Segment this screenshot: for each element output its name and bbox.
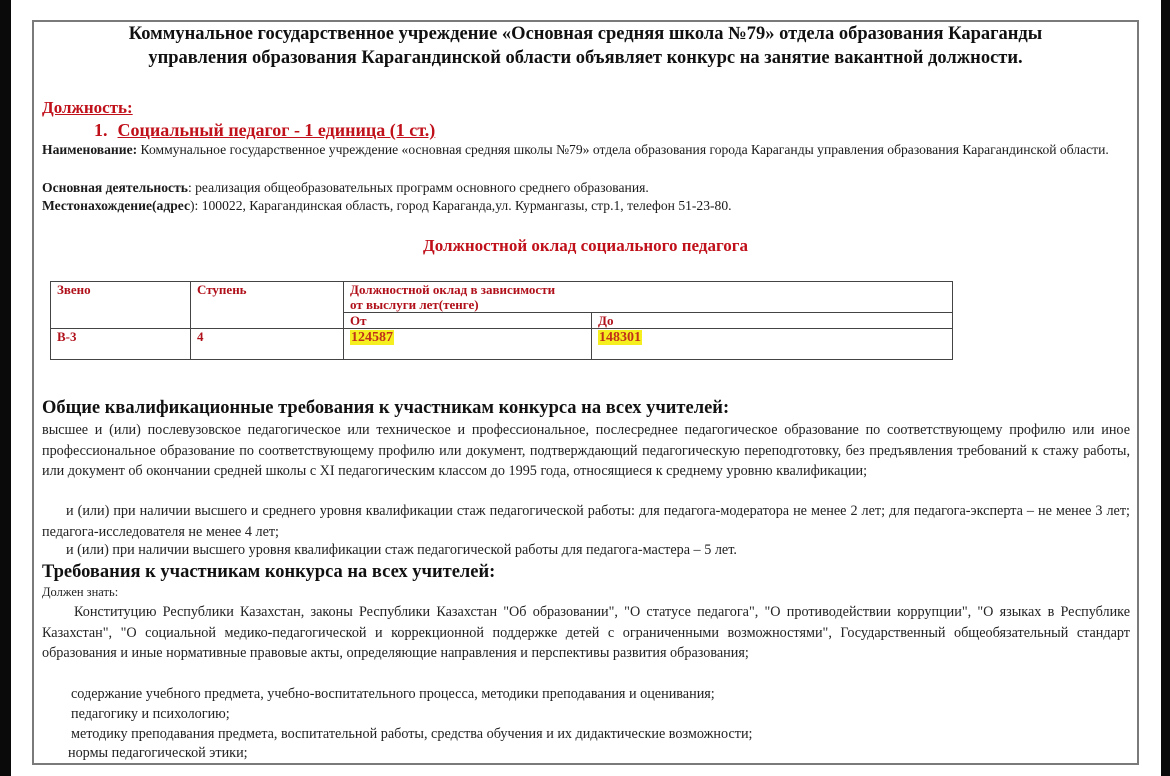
header-salary-line1: Должностной оклад в зависимости [350, 282, 556, 297]
position-item-number: 1. [94, 120, 108, 140]
document-title-line1: Коммунальное государственное учреждение «Основная средняя школа №79» отдела образования Караганды [128, 24, 1043, 44]
info-name [42, 141, 1132, 158]
left-edge [0, 0, 11, 776]
participant-requirements-heading: Требования к участникам конкурса на всех учителей: [42, 562, 496, 582]
info-activity-label: Основная деятельность [42, 180, 188, 195]
cell-to-value: 148301 [599, 330, 641, 345]
general-requirements-para1: высшее и (или) послевузовское педагогическое или техническое и профессиональное, послесреднее педагогическое образование по соответствующему профилю или иное профессиональное образование по соответствующему профилю или документ, подтверждающий педагогическую переподготовку, без предъявления требований к стажу работы, или документ об окончании средней школы с XI педагогическим классом до 1995 года, относящиеся к среднему уровню квалификации; [42, 422, 1130, 479]
must-know-label: Должен знать: [42, 585, 119, 599]
header-from: От [344, 313, 592, 329]
salary-title: Должностной оклад социального педагога [423, 236, 748, 255]
general-requirements-para2: и (или) при наличии высшего и среднего уровня квалификации стаж педагогической работы: для педагога-модератора не менее 2 лет; для педагога-эксперта – не менее 3 лет; педагога-исследователя не менее 4 лет; [42, 503, 1130, 540]
document-frame [32, 20, 1139, 765]
header-to: До [592, 313, 953, 329]
info-name-value: Коммунальное государственное учреждение «основная средняя школы №79» отдела образования города Караганды управления образования Карагандинской области. [137, 142, 1109, 157]
salary-table-header-row [51, 282, 953, 313]
cell-link: В-3 [51, 329, 191, 360]
list-item: методику преподавания предмета, воспитательной работы, средства обучения и их дидактические возможности; [71, 726, 753, 742]
right-edge [1161, 0, 1170, 776]
cell-step: 4 [191, 329, 344, 360]
list-item: содержание учебного предмета, учебно-воспитательного процесса, методики преподавания и оценивания; [71, 686, 715, 702]
header-salary-line2: от выслуги лет(тенге) [350, 297, 479, 312]
document-title-line2: управления образования Карагандинской области объявляет конкурс на занятие вакантной должности. [148, 48, 1023, 68]
header-link: Звено [51, 282, 191, 329]
position-item [94, 120, 435, 141]
info-name-label: Наименование: [42, 142, 138, 157]
header-step: Ступень [191, 282, 344, 329]
table-row [51, 329, 953, 360]
cell-from-value: 124587 [351, 330, 393, 345]
participant-requirements-para1: Конституцию Республики Казахстан, законы Республики Казахстан "Об образовании", "О статусе педагога", "О противодействии коррупции", "О языках в Республике Казахстан", "О социальной медико-педагогической и коррекционной поддержке детей с ограниченными возможностями", Государственный общеобязательный стандарт образования и иные нормативные правовые акты, определяющие направления и перспективы развития образования; [42, 604, 1130, 661]
info-activity [42, 179, 1132, 196]
salary-table [50, 281, 953, 360]
general-requirements-para3: и (или) при наличии высшего уровня квалификации стаж педагогической работы для педагога-мастера – 5 лет. [66, 542, 737, 558]
position-item-text: Социальный педагог - 1 единица (1 ст.) [117, 120, 436, 140]
info-address-label: Местонахождение(адрес [42, 198, 191, 213]
position-label: Должность: [42, 98, 133, 117]
cell-from [344, 329, 592, 360]
cell-to [592, 329, 953, 360]
info-activity-value: : реализация общеобразовательных программ основного среднего образования. [187, 180, 649, 195]
info-address-value: ): 100022, Карагандинская область, город Караганда,ул. Курмангазы, стр.1, телефон 51-23-80. [190, 198, 732, 213]
general-requirements-heading: Общие квалификационные требования к участникам конкурса на всех учителей: [42, 398, 730, 418]
header-salary [344, 282, 953, 313]
info-address [42, 197, 1132, 214]
list-item: нормы педагогической этики; [68, 745, 248, 761]
list-item: педагогику и психологию; [71, 706, 230, 722]
